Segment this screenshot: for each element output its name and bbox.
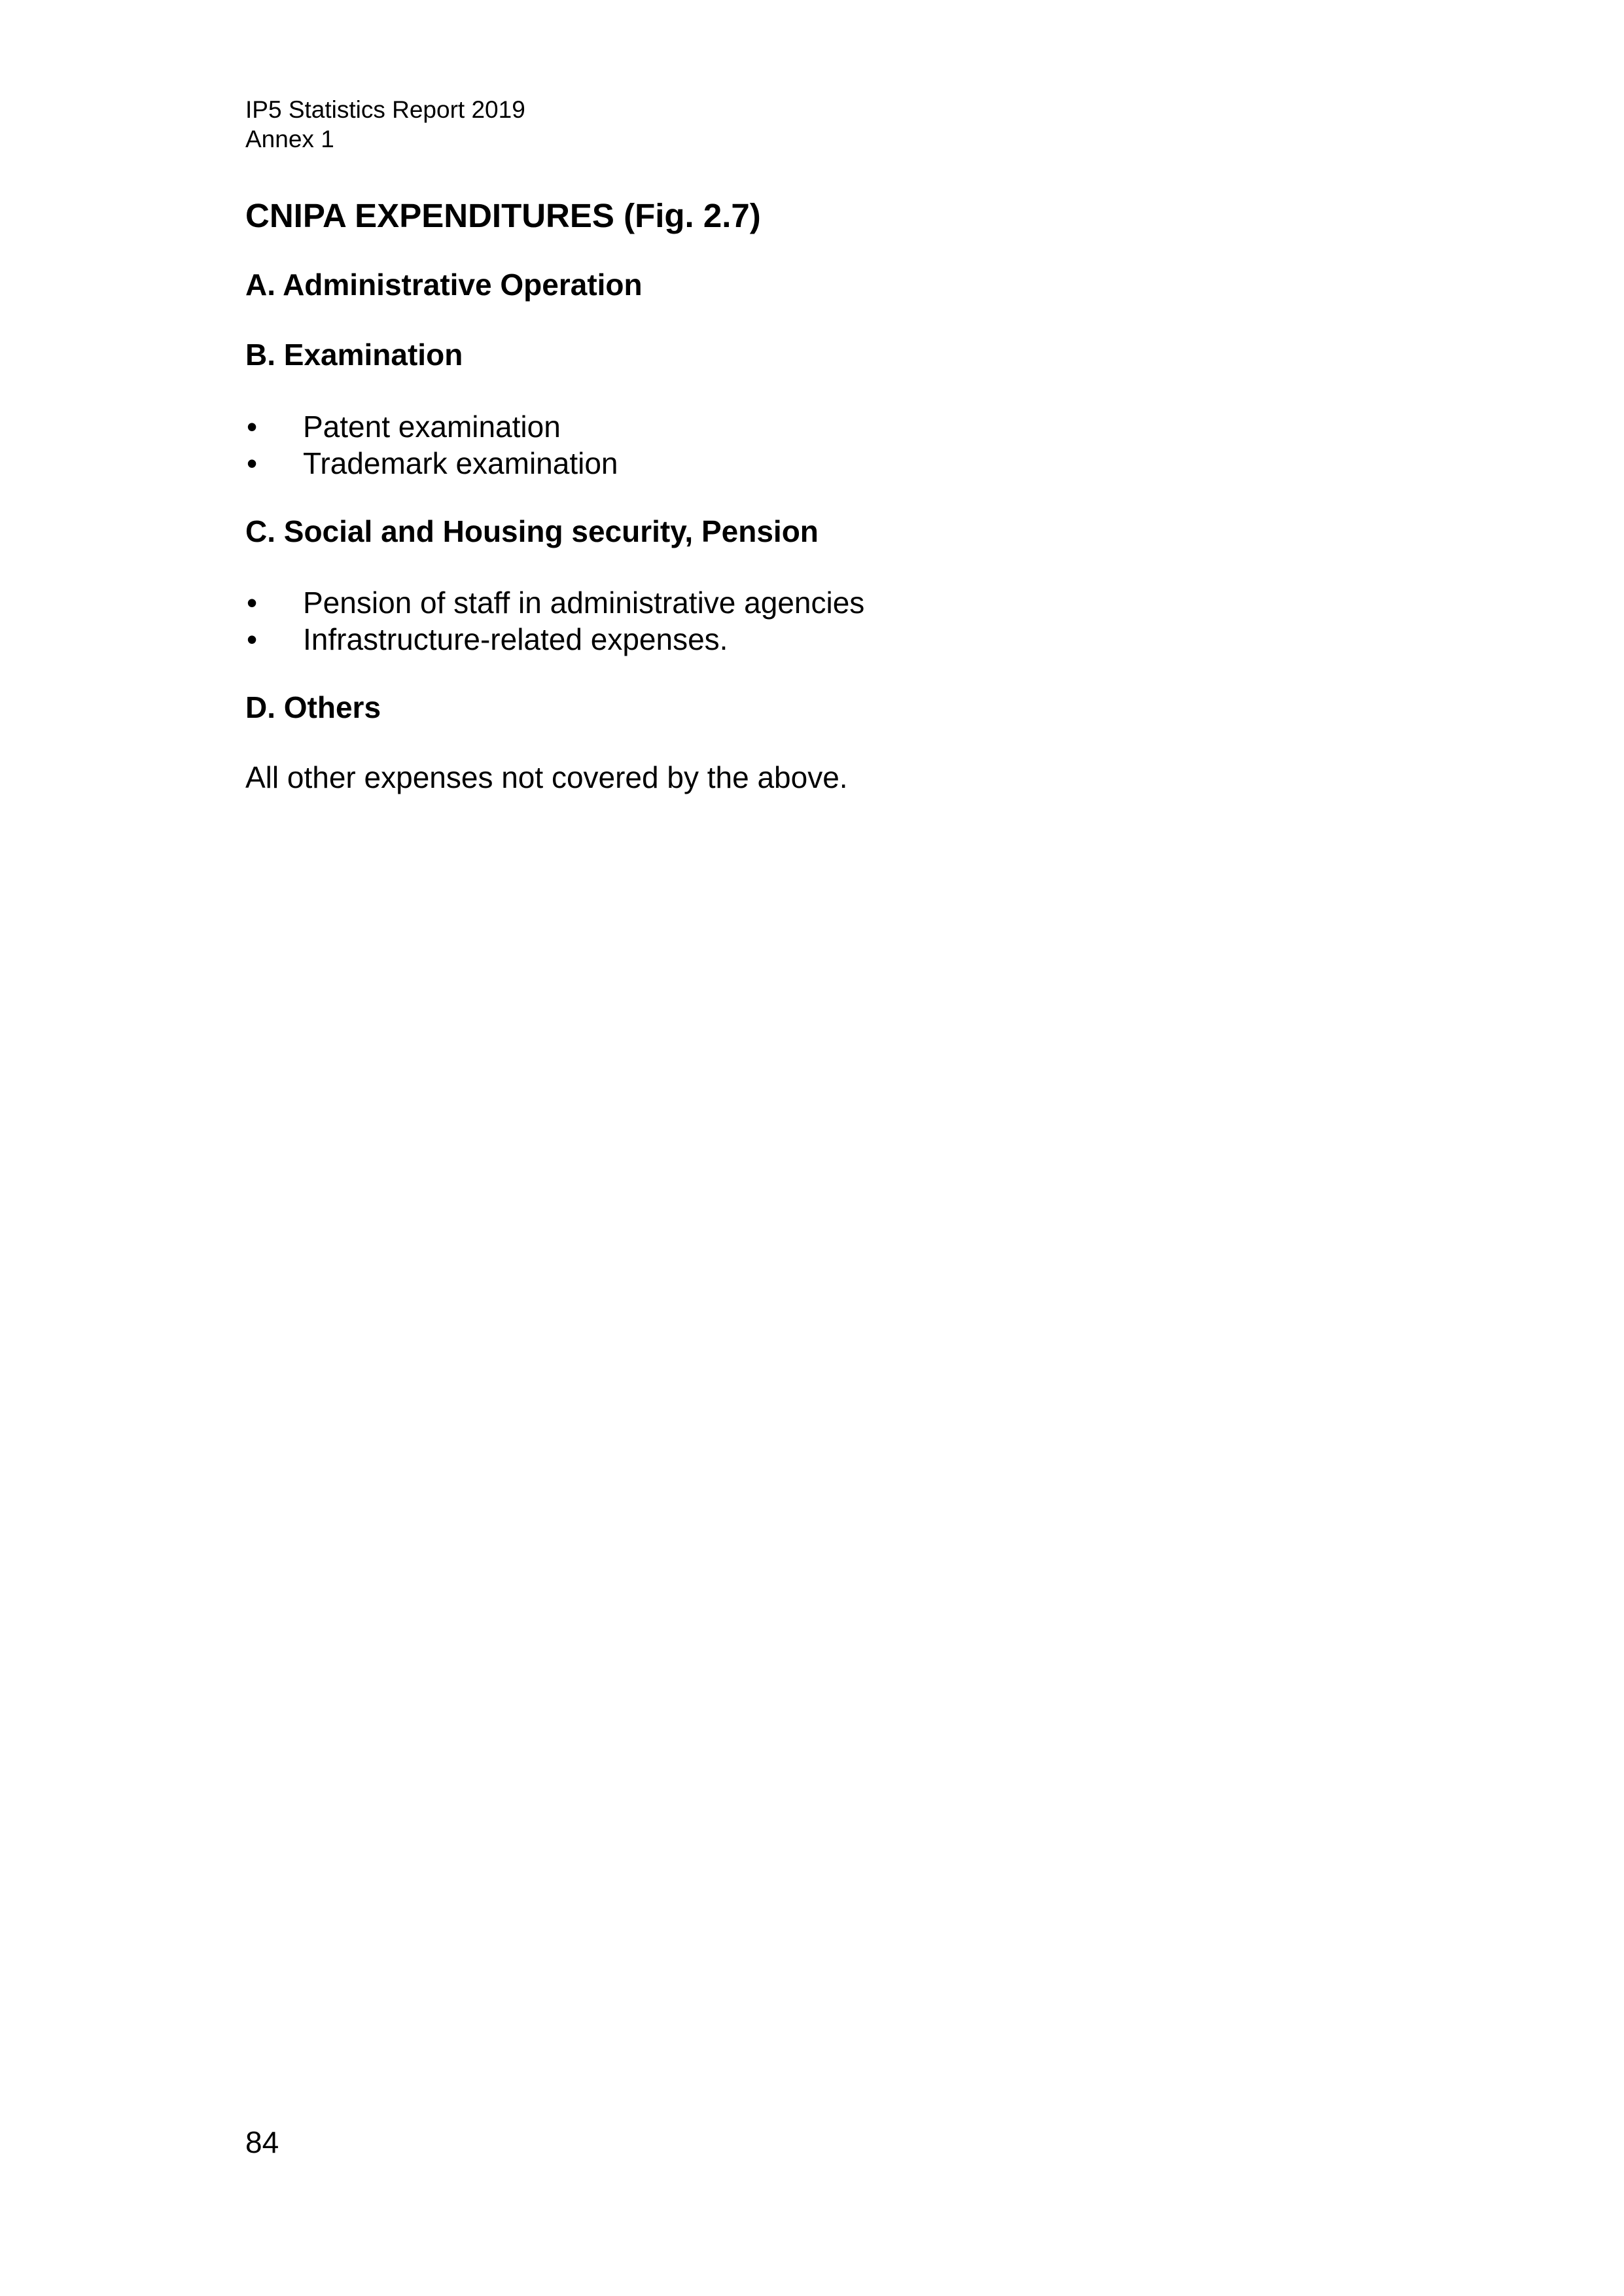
header-annex-label: Annex 1 (245, 126, 334, 152)
bullet-icon: • (247, 586, 258, 620)
list-item-text: Trademark examination (303, 446, 618, 480)
page-title: CNIPA EXPENDITURES (Fig. 2.7) (245, 197, 761, 234)
section-a-heading: A. Administrative Operation (245, 268, 643, 302)
list-item-text: Patent examination (303, 410, 561, 444)
page-number: 84 (245, 2125, 279, 2159)
section-d-text: All other expenses not covered by the above. (245, 760, 848, 794)
header-report-title: IP5 Statistics Report 2019 (245, 96, 525, 123)
bullet-icon: • (247, 410, 258, 444)
bullet-icon: • (247, 622, 258, 656)
section-c-heading: C. Social and Housing security, Pension (245, 514, 819, 548)
section-d-heading: D. Others (245, 690, 381, 724)
list-item-text: Infrastructure-related expenses. (303, 622, 728, 656)
running-header (245, 95, 525, 154)
section-b-heading: B. Examination (245, 338, 463, 372)
bullet-icon: • (247, 446, 258, 480)
list-item-text: Pension of staff in administrative agencies (303, 586, 865, 620)
